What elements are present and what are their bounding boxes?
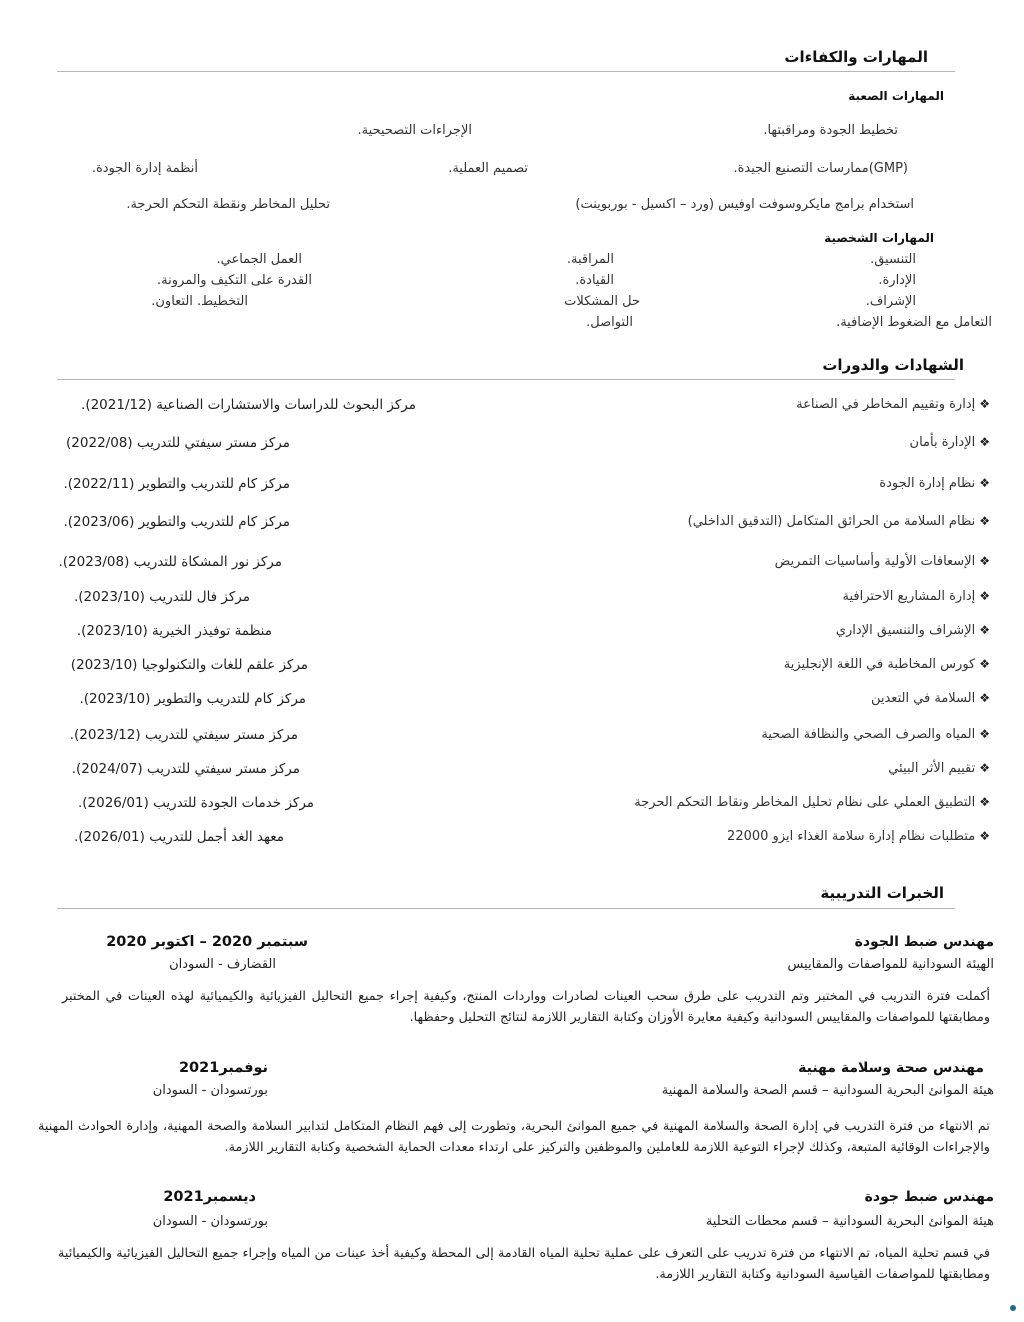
cert-title: تقييم الأثر البيئي — [888, 761, 976, 776]
diamond-bullet-icon: ❖ — [979, 795, 990, 809]
cert-item — [40, 761, 990, 783]
hard-skill-quality-planning: تخطيط الجودة ومراقبتها. — [763, 123, 898, 138]
cert-title: إدارة وتقييم المخاطر في الصناعة — [796, 397, 976, 412]
cert-title: نظام إدارة الجودة — [879, 476, 976, 491]
cert-provider: مركز مستر سيفتي للتدريب (2022/08) — [66, 435, 290, 451]
section-divider — [57, 908, 955, 909]
experience-description: تم الانتهاء من فترة التدريب في إدارة الصحة والسلامة المهنية في جميع الموانئ البحرية، وتطورت إلى فهم النظام المتكامل لتدابير السلامة والصحة المهنية، وإدارة الحوادث المهنية والإجراءات الوقائية المتبعة، وكذلك لإجراء التوعية اللازمة للعاملين والموظفين والتركيز على ارتداء معدات الحماية الشخصية وكتابة التقارير اللازمة. — [38, 1119, 990, 1155]
cert-provider: معهد الغد أجمل للتدريب (2026/01). — [73, 829, 284, 845]
hard-skill-haccp: تحليل المخاطر ونقطة التحكم الحرجة. — [126, 197, 330, 212]
cert-item — [40, 727, 990, 749]
soft-skill-item: العمل الجماعي. — [216, 252, 302, 267]
experience-date: نوفمبر2021 — [178, 1060, 268, 1076]
diamond-bullet-icon: ❖ — [979, 397, 990, 411]
cert-provider: مركز كام للتدريب والتطوير (2022/11). — [63, 476, 290, 492]
cert-provider: مركز كام للتدريب والتطوير (2023/10). — [79, 691, 306, 707]
cert-title: الإسعافات الأولية وأساسيات التمريض — [774, 554, 976, 569]
soft-skill-item: حل المشكلات — [564, 294, 640, 309]
experience-org: هيئة الموانئ البحرية السودانية – قسم محطات التحلية — [705, 1214, 994, 1229]
diamond-bullet-icon: ❖ — [979, 761, 990, 775]
experience-title: مهندس ضبط الجودة — [854, 934, 994, 950]
hard-skill-process-design: تصميم العملية. — [448, 161, 528, 176]
experience-location: بورتسودان - السودان — [152, 1214, 268, 1229]
soft-skill-item: الإدارة. — [878, 273, 916, 288]
diamond-bullet-icon: ❖ — [979, 514, 990, 528]
experience-org: هيئة الموانئ البحرية السودانية – قسم الصحة والسلامة المهنية — [661, 1083, 994, 1098]
cert-title: متطلبات نظام إدارة سلامة الغذاء ايزو 22000 — [727, 829, 976, 844]
diamond-bullet-icon: ❖ — [979, 476, 990, 490]
soft-skill-item: التواصل. — [586, 315, 633, 330]
soft-skill-item: التعامل مع الضغوط الإضافية. — [836, 315, 992, 330]
certs-section-title: الشهادات والدورات — [822, 356, 964, 374]
soft-skill-item: القدرة على التكيف والمرونة. — [157, 273, 312, 288]
diamond-bullet-icon: ❖ — [979, 657, 990, 671]
diamond-bullet-icon: ❖ — [979, 589, 990, 603]
experience-location: بورتسودان - السودان — [152, 1083, 268, 1098]
soft-skill-item: القيادة. — [575, 273, 614, 288]
diamond-bullet-icon: ❖ — [979, 554, 990, 568]
soft-skill-item: المراقبة. — [566, 252, 614, 267]
experience-description: أكملت فترة التدريب في المختبر وتم التدريب على طرق سحب العينات لصادرات وواردات المنتج، وكيفية إجراء جميع التحاليل الفيزيائية والكيميائية لهذه العينات في المختبر ومطابقتها للمواصفات والمقاييس السودانية وكيفية معايرة الأوزان وكتابة التقارير اللازمة لنتائج التحليل وحفظها. — [62, 989, 990, 1025]
cert-title: المياه والصرف الصحي والنظافة الصحية — [761, 727, 976, 742]
soft-skill-item: التخطيط. التعاون. — [151, 294, 248, 309]
page-marker-dot — [1010, 1305, 1016, 1311]
cert-provider: مركز خدمات الجودة للتدريب (2026/01). — [77, 795, 314, 811]
cert-item — [40, 691, 990, 713]
cert-item — [40, 795, 990, 817]
experience-org: الهيئة السودانية للمواصفات والمقاييس — [787, 957, 994, 972]
cert-title: الإدارة بأمان — [909, 435, 976, 450]
cert-provider: مركز البحوث للدراسات والاستشارات الصناعية (2021/12). — [81, 397, 416, 413]
diamond-bullet-icon: ❖ — [979, 623, 990, 637]
hard-skill-gmp: (GMP)ممارسات التصنيع الجيدة. — [733, 161, 908, 176]
skills-section-title: المهارات والكفاءات — [784, 48, 928, 66]
cert-provider: مركز علقم للغات والتكنولوجيا (2023/10) — [70, 657, 308, 673]
experience-date: ديسمبر2021 — [163, 1189, 256, 1205]
section-divider — [57, 71, 955, 72]
cert-provider: مركز مستر سيفتي للتدريب (2023/12). — [69, 727, 298, 743]
soft-skill-item: التنسيق. — [870, 252, 916, 267]
experience-description: في قسم تحلية المياه، تم الانتهاء من فترة تدريب على التعرف على عملية تحلية المياه القادمة إلى المحطة وكيفية أخذ عينات من المياه وإجراء جميع التحاليل الفيزيائية والكيميائية ومطابقتها للمواصفات القياسية السودانية وكتابة التقارير اللازمة. — [58, 1246, 990, 1282]
hard-skill-ms-office: استخدام برامج مايكروسوفت اوفيس (ورد – اكسيل - بوربوينت) — [575, 197, 914, 212]
cert-item — [40, 397, 990, 419]
cert-item — [40, 476, 990, 498]
experience-section-title: الخبرات التدريبية — [820, 884, 944, 902]
cert-item — [40, 589, 990, 611]
experience-title: مهندس ضبط جودة — [864, 1189, 994, 1205]
cert-provider: مركز مستر سيفتي للتدريب (2024/07). — [71, 761, 300, 777]
cert-provider: مركز كام للتدريب والتطوير (2023/06). — [63, 514, 290, 530]
cert-title: التطبيق العملي على نظام تحليل المخاطر ونقاط التحكم الحرجة — [634, 795, 976, 810]
cert-title: السلامة في التعدين — [870, 691, 976, 706]
cert-provider: مركز نور المشكاة للتدريب (2023/08). — [58, 554, 282, 570]
experience-location: القضارف - السودان — [169, 957, 276, 972]
experience-title: مهندس صحة وسلامة مهنية — [798, 1060, 984, 1076]
cert-provider: مركز فال للتدريب (2023/10). — [73, 589, 250, 605]
cert-provider: منظمة توفيذر الخيرية (2023/10). — [76, 623, 272, 639]
soft-skills-title: المهارات الشخصية — [824, 231, 934, 245]
hard-skill-qms: أنظمة إدارة الجودة. — [91, 161, 198, 176]
cert-item — [40, 623, 990, 645]
cert-item — [40, 435, 990, 457]
cert-title: كورس المخاطبة في اللغة الإنجليزية — [783, 657, 976, 672]
soft-skill-item: الإشراف. — [865, 294, 916, 309]
cert-title: إدارة المشاريع الاحترافية — [842, 589, 976, 604]
hard-skill-corrective-actions: الإجراءات التصحيحية. — [357, 123, 472, 138]
cert-title: نظام السلامة من الحرائق المتكامل (التدقيق الداخلي) — [687, 514, 976, 529]
diamond-bullet-icon: ❖ — [979, 691, 990, 705]
diamond-bullet-icon: ❖ — [979, 435, 990, 449]
section-divider — [57, 379, 955, 380]
hard-skills-title: المهارات الصعبة — [848, 89, 944, 103]
cert-item — [40, 657, 990, 679]
diamond-bullet-icon: ❖ — [979, 727, 990, 741]
experience-date: سبتمبر 2020 – اكتوبر 2020 — [106, 934, 308, 950]
cert-item — [40, 514, 990, 536]
cert-item — [40, 829, 990, 851]
diamond-bullet-icon: ❖ — [979, 829, 990, 843]
cert-item — [40, 554, 990, 576]
cert-title: الإشراف والتنسيق الإداري — [835, 623, 976, 638]
